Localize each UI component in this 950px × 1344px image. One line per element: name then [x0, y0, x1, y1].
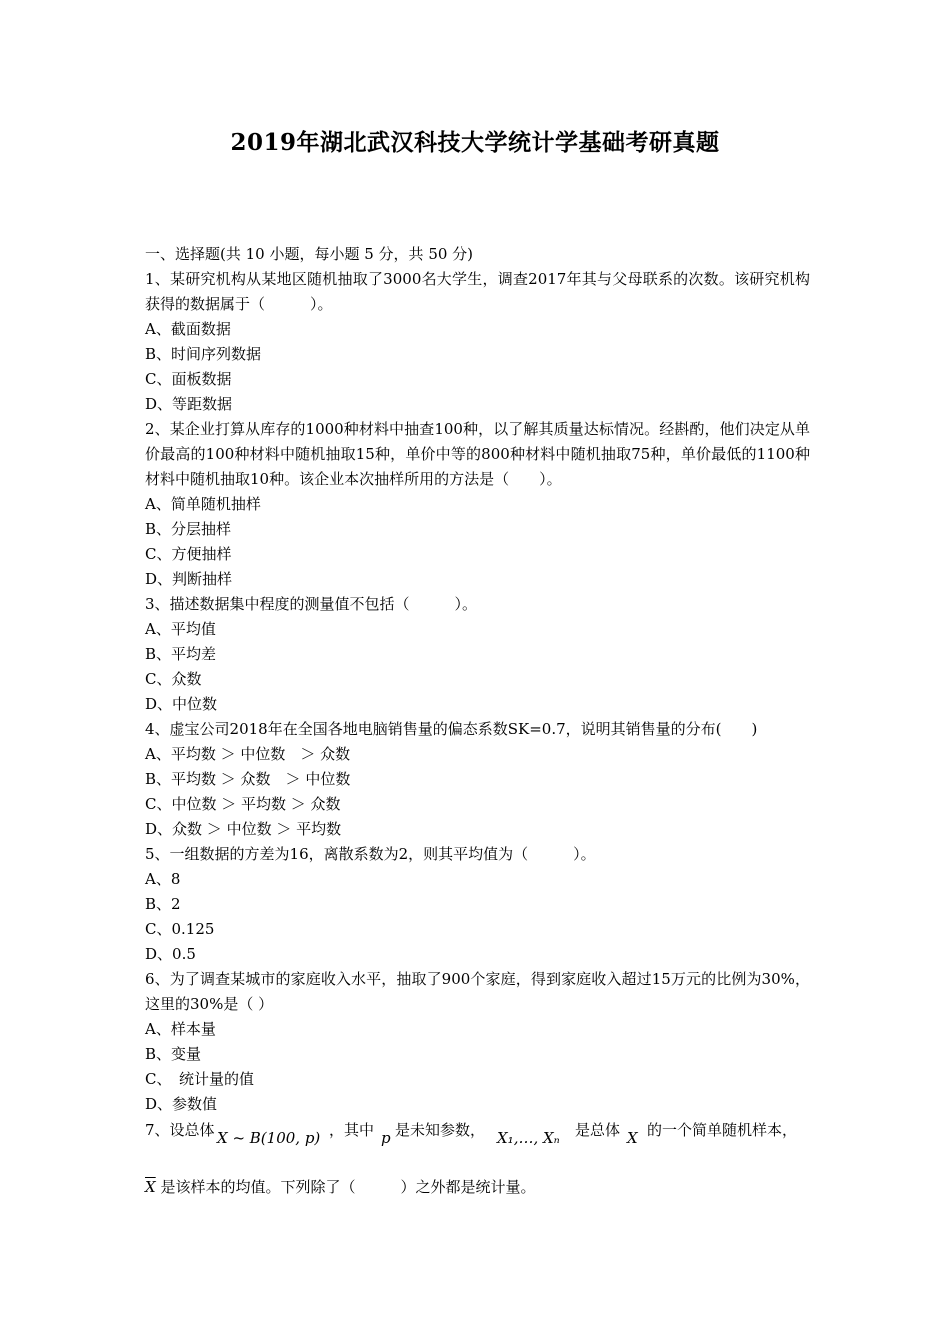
- question-7-text-5: 的一个简单随机样本，: [647, 1121, 798, 1139]
- question-1-stem: 1、某研究机构从某地区随机抽取了3000名大学生，调查2017年其与父母联系的次数。该研究机构获得的数据属于（ ）。: [145, 270, 810, 313]
- section-heading: 一、选择题(共 10 小题，每小题 5 分，共 50 分): [145, 245, 474, 263]
- question-6-option-d: D、参数值: [145, 1095, 218, 1113]
- question-7-math-p: p: [381, 1129, 391, 1147]
- question-1-option-d: D、等距数据: [145, 395, 233, 413]
- question-2-option-d: D、判断抽样: [145, 570, 233, 588]
- question-3-option-b: B、平均差: [145, 645, 217, 663]
- question-7-text-2: ，其中: [329, 1121, 375, 1139]
- question-1-option-a: A、截面数据: [145, 320, 231, 338]
- question-7-text-1: 7、设总体: [145, 1121, 215, 1139]
- question-5-option-d: D、0.5: [145, 945, 196, 963]
- question-7-text-6: 是该样本的均值。下列除了（ ）之外都是统计量。: [160, 1178, 536, 1196]
- question-3-option-d: D、中位数: [145, 695, 218, 713]
- question-5-option-a: A、8: [145, 870, 181, 888]
- question-4-option-a: A、平均数 ＞ 中位数 ＞ 众数: [145, 745, 351, 763]
- question-4-option-d: D、众数 ＞ 中位数 ＞ 平均数: [145, 820, 342, 838]
- question-3-option-a: A、平均值: [145, 620, 216, 638]
- question-4-option-c: C、中位数 ＞ 平均数 ＞ 众数: [145, 795, 341, 813]
- question-7-math-sample: X₁,…, Xₙ: [497, 1129, 560, 1147]
- question-6-option-a: A、样本量: [145, 1020, 216, 1038]
- question-7-text-4: 是总体: [575, 1121, 621, 1139]
- question-3-option-c: C、众数: [145, 670, 202, 688]
- question-7-math-xbar: $\overline{X}$: [145, 1178, 156, 1196]
- question-4-option-b: B、平均数 ＞ 众数 ＞ 中位数: [145, 770, 351, 788]
- question-3-stem: 3、描述数据集中程度的测量值不包括（ ）。: [145, 595, 478, 613]
- exam-body: [145, 242, 810, 1200]
- question-5-option-b: B、2: [145, 895, 181, 913]
- page-title: 2019年湖北武汉科技大学统计学基础考研真题: [230, 129, 720, 156]
- question-5-stem: 5、一组数据的方差为16，离散系数为2，则其平均值为（ ）。: [145, 845, 596, 863]
- question-6-option-c: C、 统计量的值: [145, 1070, 254, 1088]
- question-2-option-b: B、分层抽样: [145, 520, 232, 538]
- question-1-option-c: C、面板数据: [145, 370, 232, 388]
- question-7-text-3: 是未知参数，: [395, 1121, 486, 1139]
- question-7-math-x: X: [627, 1129, 638, 1147]
- question-2-option-a: A、简单随机抽样: [145, 495, 261, 513]
- question-2-option-c: C、方便抽样: [145, 545, 232, 563]
- question-2-stem: 2、某企业打算从库存的1000种材料中抽查100种，以了解其质量达标情况。经斟酌，他们决定从单价最高的100种材料中随机抽取15种，单价中等的800种材料中随机抽取75种，单价最低的1100种材料中随机抽取10种。该企业本次抽样所用的方法是（ ）。: [145, 420, 810, 488]
- question-6-option-b: B、变量: [145, 1045, 202, 1063]
- question-7-stem-continued: [145, 1175, 810, 1200]
- question-7-stem: [145, 1117, 810, 1175]
- question-6-stem: 6、为了调查某城市的家庭收入水平，抽取了900个家庭，得到家庭收入超过15万元的比例为30%，这里的30%是（ ）: [145, 970, 810, 1013]
- question-7-math-distribution: X ~ B(100, p): [217, 1129, 321, 1147]
- question-4-stem: 4、虚宝公司2018年在全国各地电脑销售量的偏态系数SK=0.7，说明其销售量的分布( ): [145, 720, 758, 738]
- question-5-option-c: C、0.125: [145, 920, 215, 938]
- question-1-option-b: B、时间序列数据: [145, 345, 262, 363]
